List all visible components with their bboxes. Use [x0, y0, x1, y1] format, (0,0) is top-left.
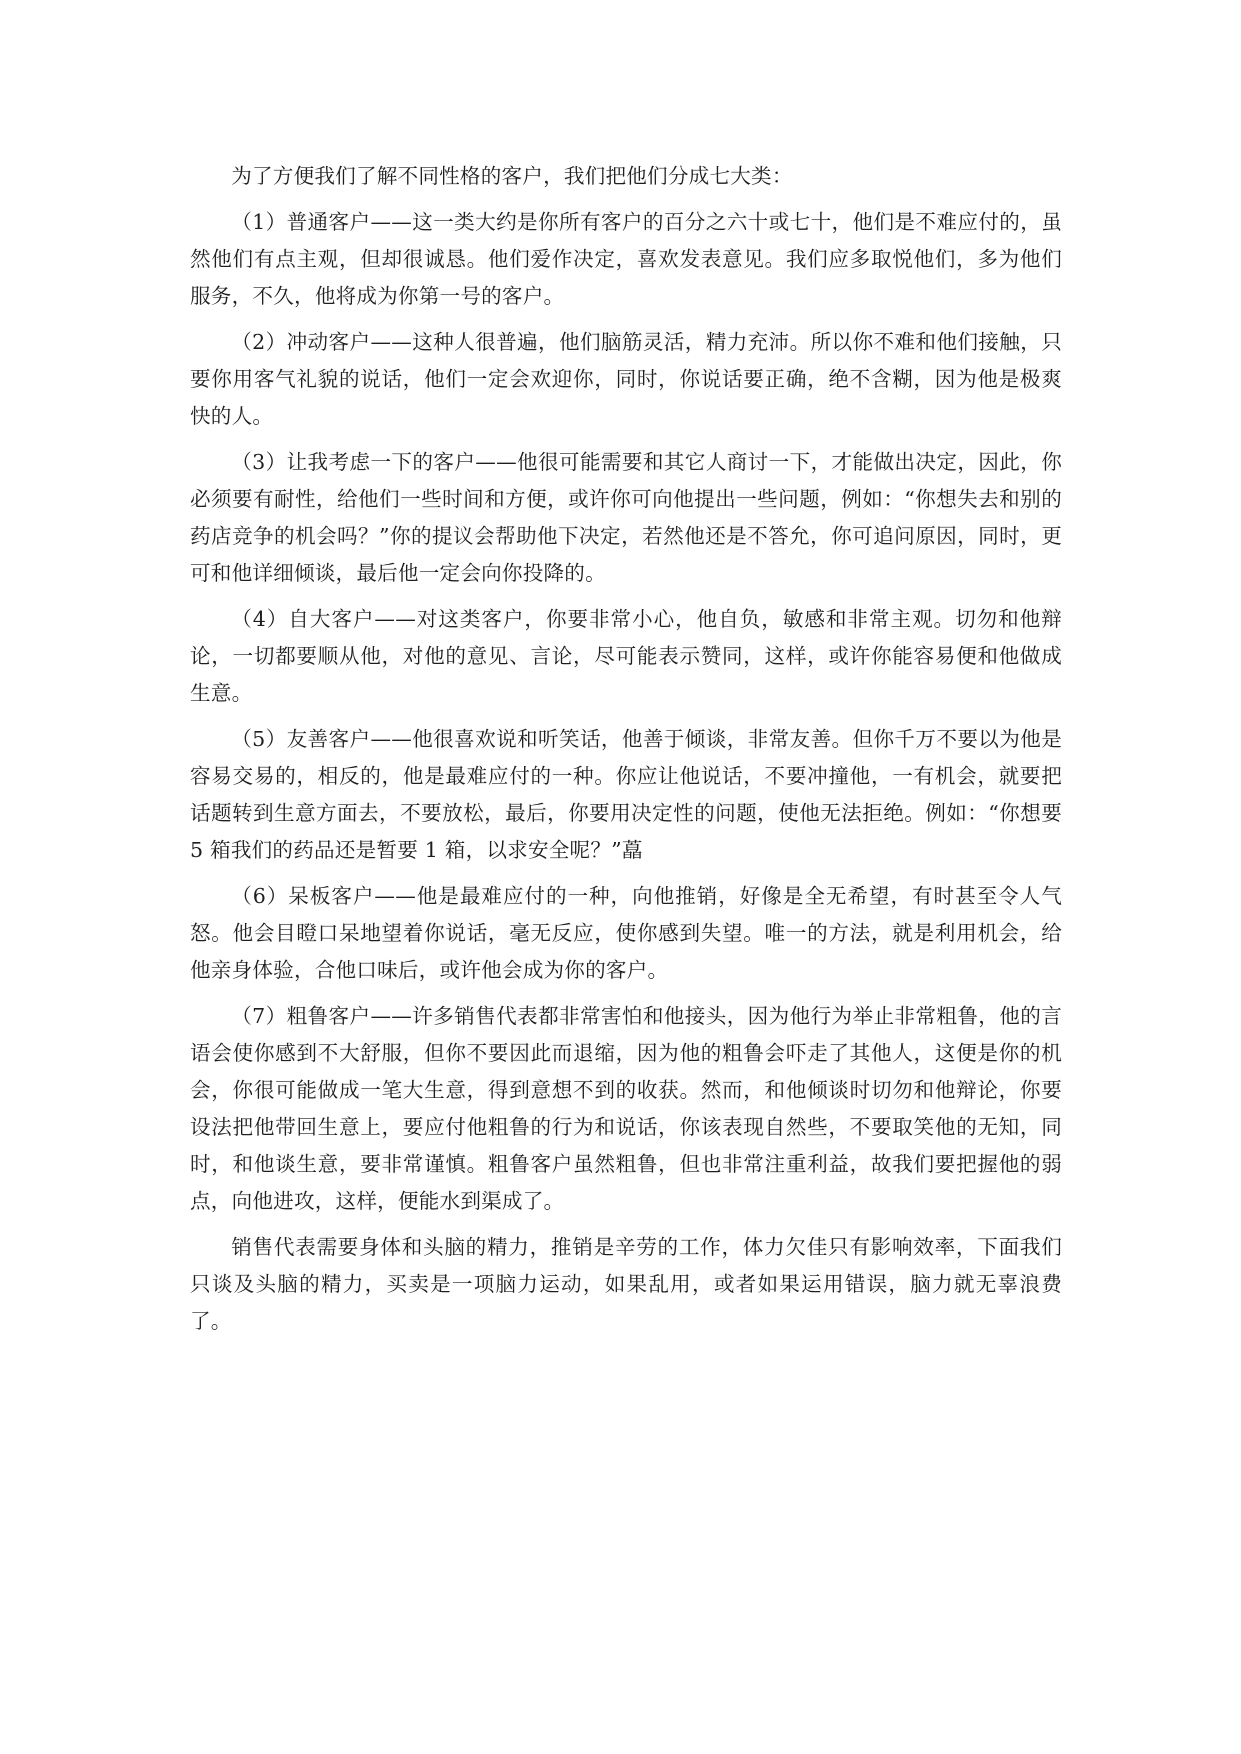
paragraph-rude-customer: （7）粗鲁客户——许多销售代表都非常害怕和他接头，因为他行为举止非常粗鲁，他的言语会使你感到不大舒服，但你不要因此而退缩，因为他的粗鲁会吓走了其他人，这便是你的机会，你很可能做成一笔大生意，得到意想不到的收获。然而，和他倾谈时切勿和他辩论，你要设法把他带回生意上，要应付他粗鲁的行为和说话，你该表现自然些，不要取笑他的无知，同时，和他谈生意，要非常谨慎。粗鲁客户虽然粗鲁，但也非常注重利益，故我们要把握他的弱点，向他进攻，这样，便能水到渠成了。	[190, 1004, 1062, 1213]
paragraph-sales-energy: 销售代表需要身体和头脑的精力，推销是辛劳的工作，体力欠佳只有影响效率，下面我们只谈及头脑的精力，买卖是一项脑力运动，如果乱用，或者如果运用错误，脑力就无辜浪费了。	[190, 1235, 1062, 1333]
paragraph-impulsive-customer: （2）冲动客户——这种人很普遍，他们脑筋灵活，精力充沛。所以你不难和他们接触，只要你用客气礼貌的说话，他们一定会欢迎你，同时，你说话要正确，绝不含糊，因为他是极爽快的人。	[190, 330, 1062, 428]
paragraph-arrogant-customer: （4）自大客户——对这类客户，你要非常小心，他自负，敏感和非常主观。切勿和他辩论，一切都要顺从他，对他的意见、言论，尽可能表示赞同，这样，或许你能容易便和他做成生意。	[190, 607, 1062, 705]
intro-paragraph: 为了方便我们了解不同性格的客户，我们把他们分成七大类：	[231, 164, 793, 188]
paragraph-stolid-customer: （6）呆板客户——他是最难应付的一种，向他推销，好像是全无希望，有时甚至令人气怒。他会目瞪口呆地望着你说话，毫无反应，使你感到失望。唯一的方法，就是利用机会，给他亲身体验，合他口味后，或许他会成为你的客户。	[190, 884, 1062, 982]
paragraph-friendly-customer: （5）友善客户——他很喜欢说和听笑话，他善于倾谈，非常友善。但你千万不要以为他是容易交易的，相反的，他是最难应付的一种。你应让他说话，不要冲撞他，一有机会，就要把话题转到生意方面去，不要放松，最后，你要用决定性的问题，使他无法拒绝。例如：“你想要 5 箱我们的药品还是暂要 1 箱，以求安全呢？”藠	[190, 727, 1062, 862]
paragraph-ordinary-customer: （1）普通客户——这一类大约是你所有客户的百分之六十或七十，他们是不难应付的，虽然他们有点主观，但却很诚恳。他们爱作决定，喜欢发表意见。我们应多取悦他们，多为他们服务，不久，他将成为你第一号的客户。	[190, 210, 1062, 308]
document-body	[190, 158, 1062, 1349]
paragraph-hesitant-customer: （3）让我考虑一下的客户——他很可能需要和其它人商讨一下，才能做出决定，因此，你必须要有耐性，给他们一些时间和方便，或许你可向他提出一些问题，例如：“你想失去和别的药店竞争的机会吗？”你的提议会帮助他下决定，若然他还是不答允，你可追问原因，同时，更可和他详细倾谈，最后他一定会向你投降的。	[190, 450, 1062, 585]
